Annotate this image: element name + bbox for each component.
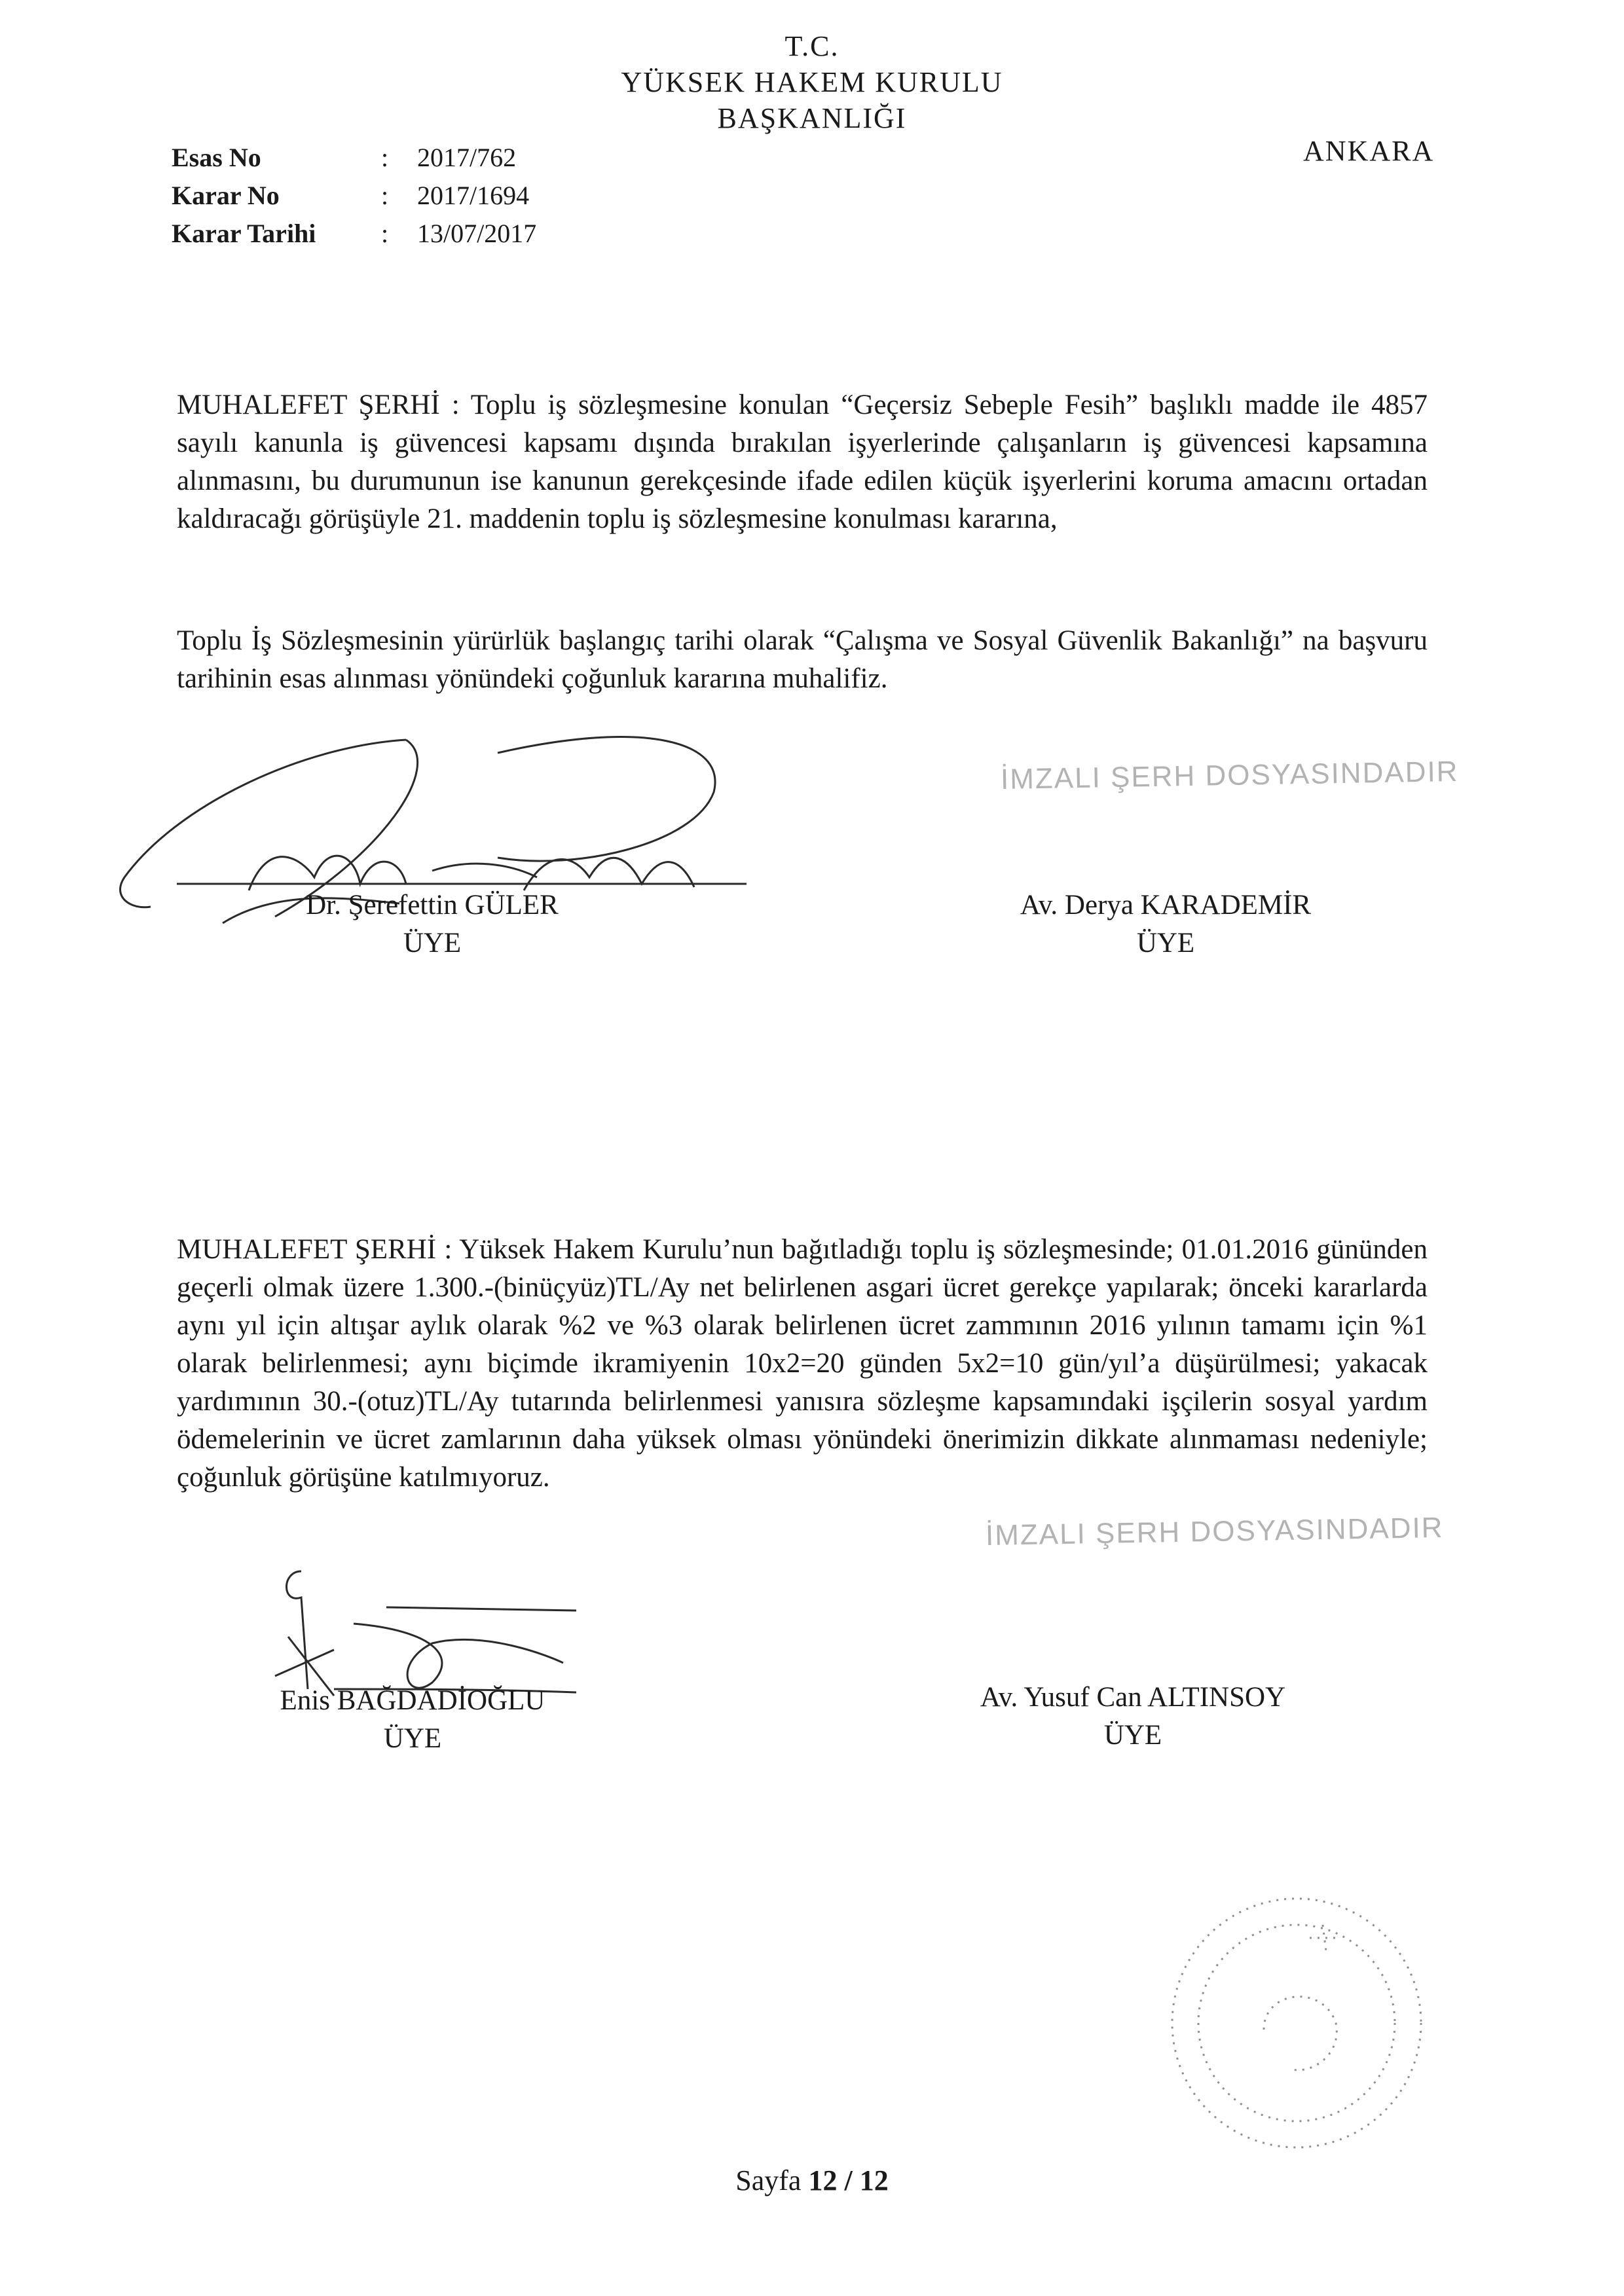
page-total: 12	[859, 2164, 889, 2196]
meta-row-esas	[172, 139, 630, 177]
tarih-value: 13/07/2017	[417, 219, 537, 248]
karar-label: Karar No	[172, 181, 280, 210]
signer-left-2-name: Enis BAĞDADİOĞLU	[280, 1685, 545, 1716]
meta-row-karar	[172, 177, 630, 215]
round-seal	[1159, 1879, 1434, 2167]
tarih-label: Karar Tarihi	[172, 219, 316, 248]
header-institution: YÜKSEK HAKEM KURULU	[621, 66, 1003, 98]
karar-colon: :	[381, 181, 389, 210]
karar-value: 2017/1694	[417, 181, 530, 210]
esas-label: Esas No	[172, 143, 261, 172]
header-city: ANKARA	[1303, 135, 1435, 167]
signed-note-stamp-1: İMZALI ŞERH DOSYASINDADIR	[1000, 755, 1459, 796]
dissent-paragraph-3: MUHALEFET ŞERHİ : Yüksek Hakem Kurulu’nun bağıtladığı toplu iş sözleşmesinde; 01.01.2016 gününden geçerli olmak üzere 1.300.-(binüçyüz)TL/Ay net belirlenen asgari ücret gerekçe yapılarak; önceki kararlarda aynı yıl için altışar aylık olarak %2 ve %3 olarak belirlenen ücret zammının 2016 yılının tamamı için %1 olarak belirlenmesi; aynı biçimde ikramiyenin 10x2=20 günden 5x2=10 gün/yıl’a düşürülmesi; yakacak yardımının 30.-(otuz)TL/Ay tutarında belirlenmesi yanısıra sözleşme kapsamındaki işçilerin sosyal yardım ödemelerinin ve ücret zamlarının daha yüksek olması yönündeki önerimizin dikkate alınmaması nedeniyle; çoğunluk görüşüne katılmıyoruz.	[177, 1234, 1428, 1493]
page-indicator	[0, 2164, 1624, 2197]
meta-row-tarih	[172, 215, 630, 253]
signer-right-2-role: ÜYE	[1103, 1720, 1162, 1751]
signer-left-1-name: Dr. Şerefettin GÜLER	[306, 890, 559, 920]
esas-colon: :	[381, 143, 389, 172]
signer-right-2-name: Av. Yusuf Can ALTINSOY	[980, 1682, 1286, 1713]
page-separator: /	[844, 2164, 853, 2196]
signer-left-2-role: ÜYE	[383, 1723, 442, 1754]
page-current: 12	[808, 2164, 838, 2196]
signer-right-1-name: Av. Derya KARADEMİR	[1020, 890, 1312, 920]
page-label: Sayfa	[735, 2164, 802, 2196]
case-meta	[172, 139, 630, 257]
esas-value: 2017/762	[417, 143, 517, 172]
dissent-paragraph-2: Toplu İş Sözleşmesinin yürürlük başlangıç tarihi olarak “Çalışma ve Sosyal Güvenlik Bakanlığı” na başvuru tarihinin esas alınması yönündeki çoğunluk kararına muhalifiz.	[177, 625, 1428, 694]
signer-right-1-role: ÜYE	[1136, 928, 1195, 958]
tarih-colon: :	[381, 219, 389, 248]
header-office: BAŞKANLIĞI	[717, 102, 907, 134]
signer-left-1-role: ÜYE	[403, 928, 462, 958]
header-tc: T.C.	[784, 30, 840, 62]
dissent-paragraph-1: MUHALEFET ŞERHİ : Toplu iş sözleşmesine konulan “Geçersiz Sebeple Fesih” başlıklı madde ile 4857 sayılı kanunla iş güvencesi kapsamı dışında bırakılan işyerlerinde çalışanların iş güvencesi kapsamına alınmasını, bu durumunun ise kanunun gerekçesinde ifade edilen küçük işyerlerini koruma amacını ortadan kaldıracağı görüşüyle 21. maddenin toplu iş sözleşmesine konulması kararına,	[177, 390, 1428, 534]
signed-note-stamp-2: İMZALI ŞERH DOSYASINDADIR	[985, 1511, 1444, 1552]
